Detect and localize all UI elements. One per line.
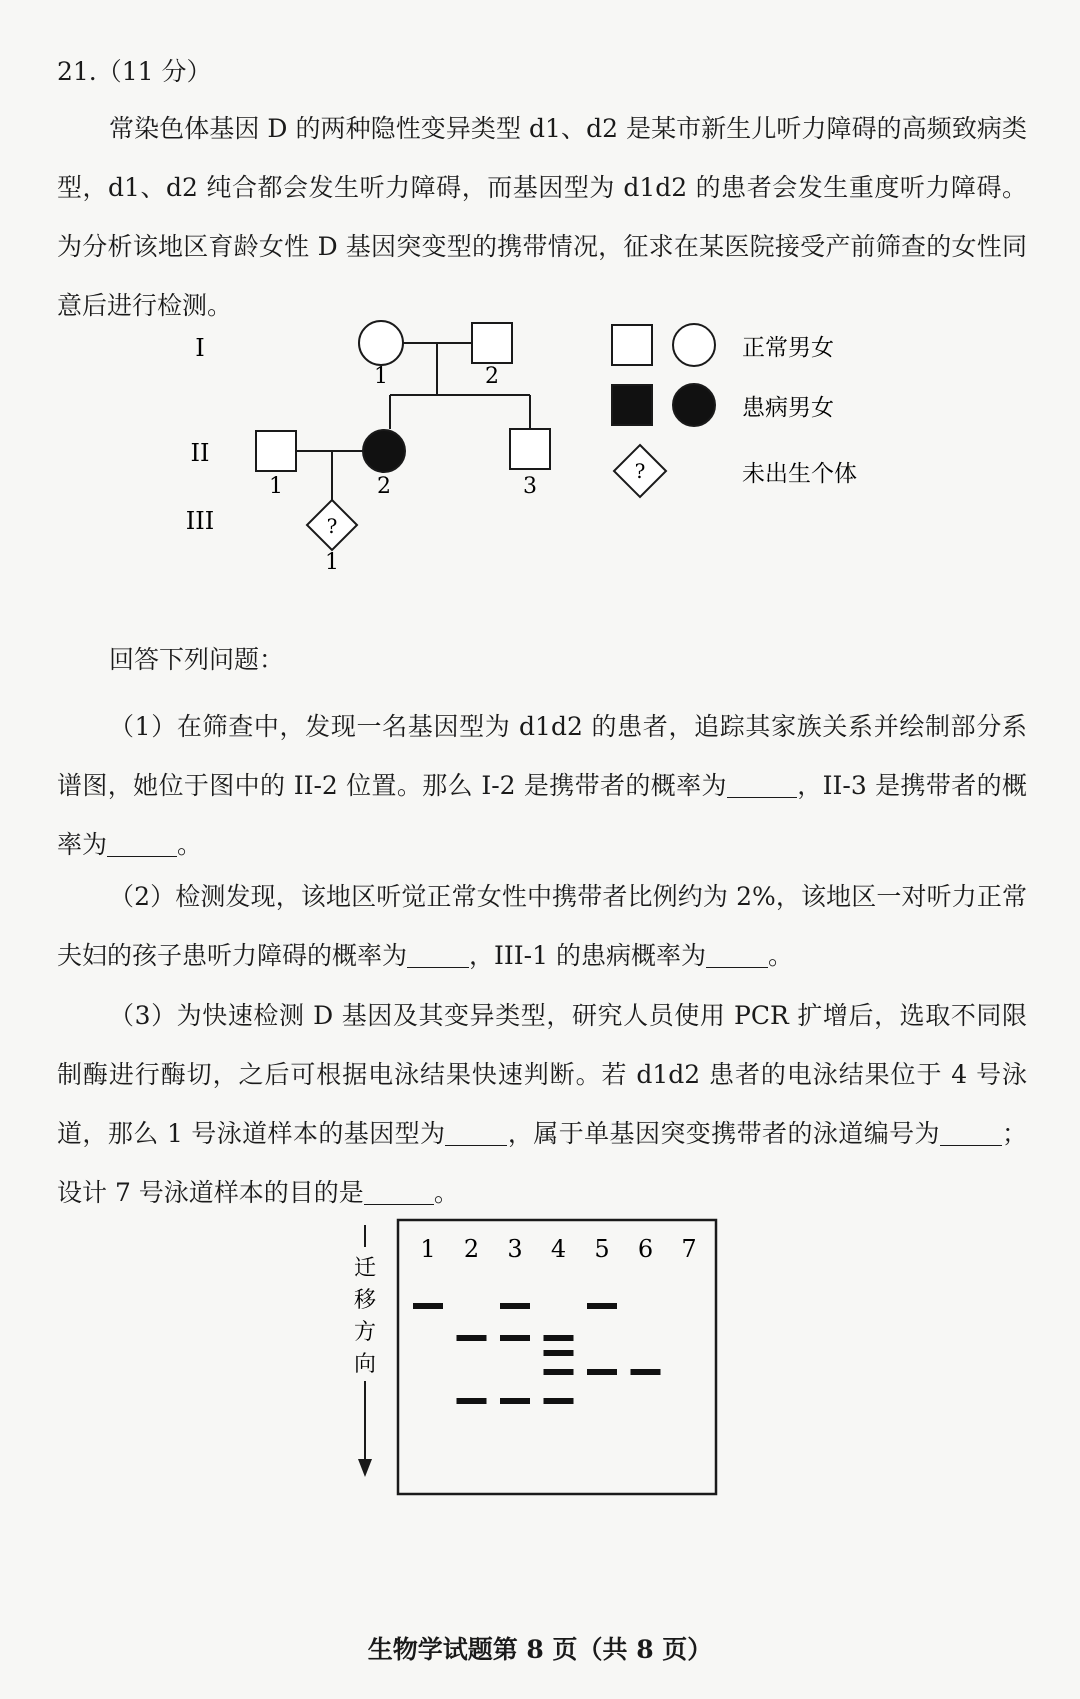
- answer-prompt: 回答下列问题：: [109, 645, 285, 674]
- gel-marks: [413, 1235, 697, 1404]
- legend-affected-label: 患病男女: [742, 395, 834, 421]
- band-lane-4-row-5: [544, 1398, 574, 1404]
- q2-text-b: ，III-1 的患病概率为: [469, 941, 706, 970]
- direction-char-1: 迁: [353, 1256, 377, 1281]
- lane-label-2: 2: [463, 1235, 480, 1263]
- legend-affected-female-icon: [673, 384, 715, 426]
- label-II-1: 1: [269, 474, 283, 499]
- band-lane-4-row-4: [544, 1369, 574, 1375]
- q3-text-c: ；设计 7 号泳道样本的目的是: [57, 1119, 1027, 1207]
- q1-text-a: （1）在筛查中，发现一名基因型为 d1d2 的患者，追踪其家族关系并绘制部分系谱图，她位于图中的 II-2 位置。那么 I-2 是携带者的概率为: [57, 712, 1027, 800]
- individual-II-3-normal-male: [510, 429, 550, 469]
- migration-arrow-head: [358, 1459, 372, 1477]
- legend-affected-male-icon: [612, 385, 652, 425]
- q3-text-a: （3）为快速检测 D 基因及其变异类型，研究人员使用 PCR 扩增后，选取不同限制酶进行酶切，之后可根据电泳结果快速判断。若 d1d2 患者的电泳结果位于 4 号泳道，那么 1 号泳道样本的基因型为: [57, 1001, 1027, 1148]
- individual-I-1-normal-female: [359, 321, 403, 365]
- band-lane-5-row-1: [587, 1303, 617, 1309]
- band-lane-4-row-2: [544, 1335, 574, 1341]
- label-II-3: 3: [523, 474, 537, 499]
- individual-II-2-affected-female: [363, 430, 405, 472]
- page-footer: 生物学试题第 8 页（共 8 页）: [367, 1635, 713, 1664]
- individual-II-1-normal-male: [256, 431, 296, 471]
- legend-normal-label: 正常男女: [742, 335, 834, 361]
- band-lane-2-row-5: [457, 1398, 487, 1404]
- answer-blank-1a[interactable]: [727, 772, 797, 798]
- answer-blank-3c[interactable]: [364, 1179, 434, 1205]
- legend-normal-male-icon: [612, 325, 652, 365]
- band-lane-3-row-5: [500, 1398, 530, 1404]
- answer-blank-3b[interactable]: [940, 1120, 1002, 1146]
- q1-text-c: 。: [177, 830, 203, 859]
- lane-label-3: 3: [507, 1235, 523, 1263]
- band-lane-4-row-3: [544, 1350, 574, 1356]
- q1-text-b: ，II-3 是携带者的概率为: [57, 771, 1027, 859]
- lane-label-7: 7: [681, 1235, 697, 1263]
- question-intro: 常染色体基因 D 的两种隐性变异类型 d1、d2 是某市新生儿听力障碍的高频致病类型，d1、d2 纯合都会发生听力障碍，而基因型为 d1d2 的患者会发生重度听力障碍。为分析该地区育龄女性 D 基因突变型的携带情况，征求在某医院接受产前筛查的女性同意后进行检测。: [57, 114, 1027, 320]
- label-I-1: 1: [374, 364, 388, 389]
- q2-text-a: （2）检测发现，该地区听觉正常女性中携带者比例约为 2%，该地区一对听力正常夫妇的孩子患听力障碍的概率为: [57, 882, 1027, 970]
- label-II-2: 2: [377, 474, 391, 499]
- band-lane-2-row-2: [457, 1335, 487, 1341]
- q2-text-c: 。: [767, 941, 793, 970]
- generation-label-2: II: [190, 439, 210, 467]
- answer-blank-1b[interactable]: [107, 831, 177, 857]
- band-lane-5-row-4: [587, 1369, 617, 1375]
- legend-normal-female-icon: [673, 324, 715, 366]
- lane-label-1: 1: [420, 1235, 436, 1263]
- lane-label-5: 5: [594, 1235, 610, 1263]
- label-I-2: 2: [485, 364, 499, 389]
- question-number: 21.（11 分）: [57, 57, 212, 86]
- lane-label-6: 6: [637, 1235, 654, 1263]
- band-lane-3-row-1: [500, 1303, 530, 1309]
- answer-blank-2b[interactable]: [706, 942, 768, 968]
- pedigree-chart: [185, 334, 910, 635]
- band-lane-3-row-2: [500, 1335, 530, 1341]
- answer-blank-3a[interactable]: [445, 1120, 507, 1146]
- generation-label-1: I: [195, 334, 205, 362]
- q3-text-b: ，属于单基因突变携带者的泳道编号为: [507, 1119, 940, 1148]
- unknown-mark: ?: [326, 514, 338, 538]
- label-III-1: 1: [325, 550, 339, 575]
- electrophoresis-gel: [340, 1215, 740, 1505]
- direction-char-2: 移: [353, 1288, 377, 1313]
- band-lane-1-row-1: [413, 1303, 443, 1309]
- subquestion-2: [57, 867, 1027, 985]
- individual-I-2-normal-male: [472, 323, 512, 363]
- subquestion-1: [57, 697, 1027, 874]
- lane-label-4: 4: [550, 1235, 567, 1263]
- direction-char-4: 向: [353, 1352, 377, 1377]
- subquestion-3: [57, 986, 1027, 1222]
- direction-char-3: 方: [353, 1320, 377, 1345]
- generation-label-3: III: [185, 507, 215, 535]
- answer-blank-2a[interactable]: [407, 942, 469, 968]
- legend-unknown-mark: ?: [634, 459, 646, 483]
- q3-text-d: 。: [433, 1178, 459, 1207]
- band-lane-6-row-4: [631, 1369, 661, 1375]
- legend-unborn-label: 未出生个体: [742, 461, 857, 487]
